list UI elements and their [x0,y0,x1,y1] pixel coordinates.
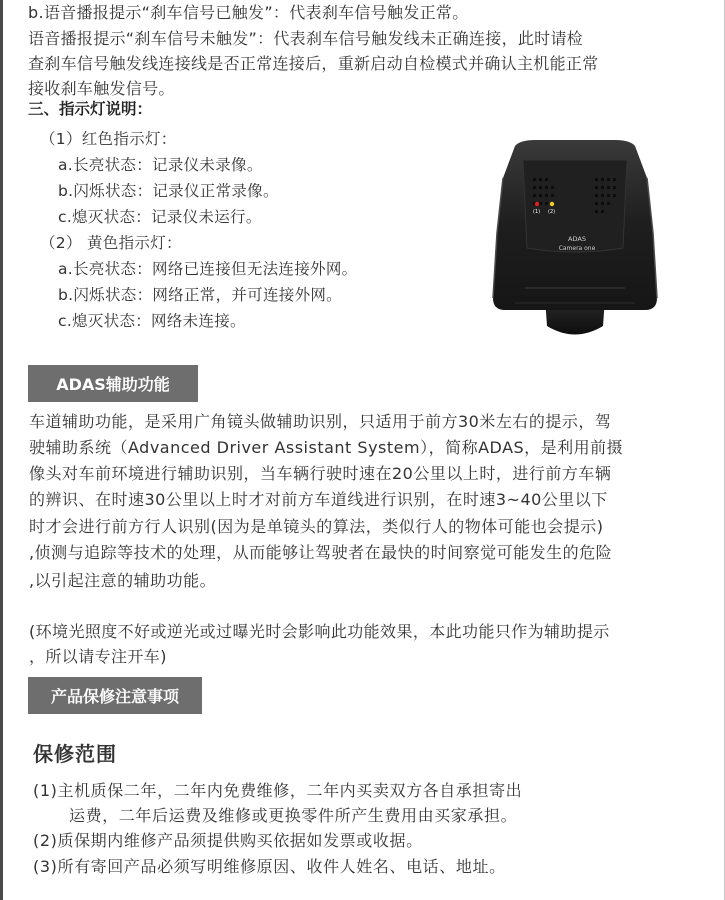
adas-paragraph-line: 像头对车前环境进行辅助识别，当车辆行驶时速在20公里以上时，进行前方车辆 [29,464,612,483]
adas-paragraph-line: 的辨识、在时速30公里以上时才对前方车道线进行识别，在时速3~40公里以下 [29,490,608,509]
warranty-item: (2)质保期内维修产品须提供购买依据如发票或收据。 [33,831,423,850]
adas-paragraph-line: 时才会进行前方行人识别(因为是单镜头的算法，类似行人的物体可能也会提示) [29,517,604,536]
adas-paragraph-line: 车道辅助功能，是采用广角镜头做辅助识别，只适用于前方30米左右的提示，驾 [29,412,612,431]
brake-triggered-line: b.语音播报提示“刹车信号已触发”：代表刹车信号触发正常。 [28,3,469,22]
red-indicator-item: a.长亮状态：记录仪未录像。 [58,156,263,174]
camera-model-label: Camera one [558,245,596,252]
adas-section-banner: ADAS辅助功能 [28,365,198,402]
red-led-label: (1) [533,209,541,215]
camera-brand-label: ADAS [568,235,586,243]
yellow-led-label: (2) [548,209,556,215]
brake-receive-line: 接收刹车触发信号。 [28,79,175,98]
camera-drawing [485,138,665,343]
page-left-border [0,0,3,900]
warranty-section-banner: 产品保修注意事项 [28,677,202,714]
adas-note-line: (环境光照度不好或逆光或过曝光时会影响此功能效果，本此功能只作为辅助提示 [29,622,610,641]
red-indicator-heading: （1）红色指示灯： [40,130,177,148]
yellow-indicator-heading: （2） 黄色指示灯： [40,234,182,252]
adas-paragraph-line: 驶辅助系统（Advanced Driver Assistant System），简称ADAS，是利用前摄 [29,438,624,457]
warranty-scope-title: 保修范围 [33,742,117,766]
yellow-indicator-item: b.闪烁状态：网络正常，并可连接外网。 [58,286,342,304]
warranty-item: (1)主机质保二年，二年内免费维修，二年内买卖双方各自承担寄出 [33,781,523,800]
adas-paragraph-line: ,侦测与追踪等技术的处理，从而能够让驾驶者在最快的时间察觉可能发生的危险 [29,543,613,562]
yellow-indicator-item: a.长亮状态：网络已连接但无法连接外网。 [58,260,358,278]
adas-paragraph-line: ,以引起注意的辅助功能。 [29,571,217,590]
red-indicator-item: c.熄灭状态：记录仪未运行。 [58,208,262,226]
adas-camera-image [485,138,665,343]
warranty-item-continuation: 运费，二年后运费及维修或更换零件所产生费用由买家承担。 [69,806,518,825]
brake-not-triggered-line: 语音播报提示“刹车信号未触发”：代表刹车信号触发线未正确连接，此时请检 [28,29,584,48]
warranty-item: (3)所有寄回产品必须写明维修原因、收件人姓名、电话、地址。 [33,857,506,876]
red-led-icon [535,202,539,206]
indicator-section-title: 三、指示灯说明： [28,100,153,118]
brake-check-line: 查刹车信号触发线连接线是否正常连接后，重新启动自检模式并确认主机能正常 [28,54,599,73]
yellow-led-icon [550,202,554,206]
yellow-indicator-item: c.熄灭状态：网络未连接。 [58,312,246,330]
red-indicator-item: b.闪烁状态：记录仪正常录像。 [58,182,279,200]
adas-note-line: ，所以请专注开车) [29,647,167,666]
